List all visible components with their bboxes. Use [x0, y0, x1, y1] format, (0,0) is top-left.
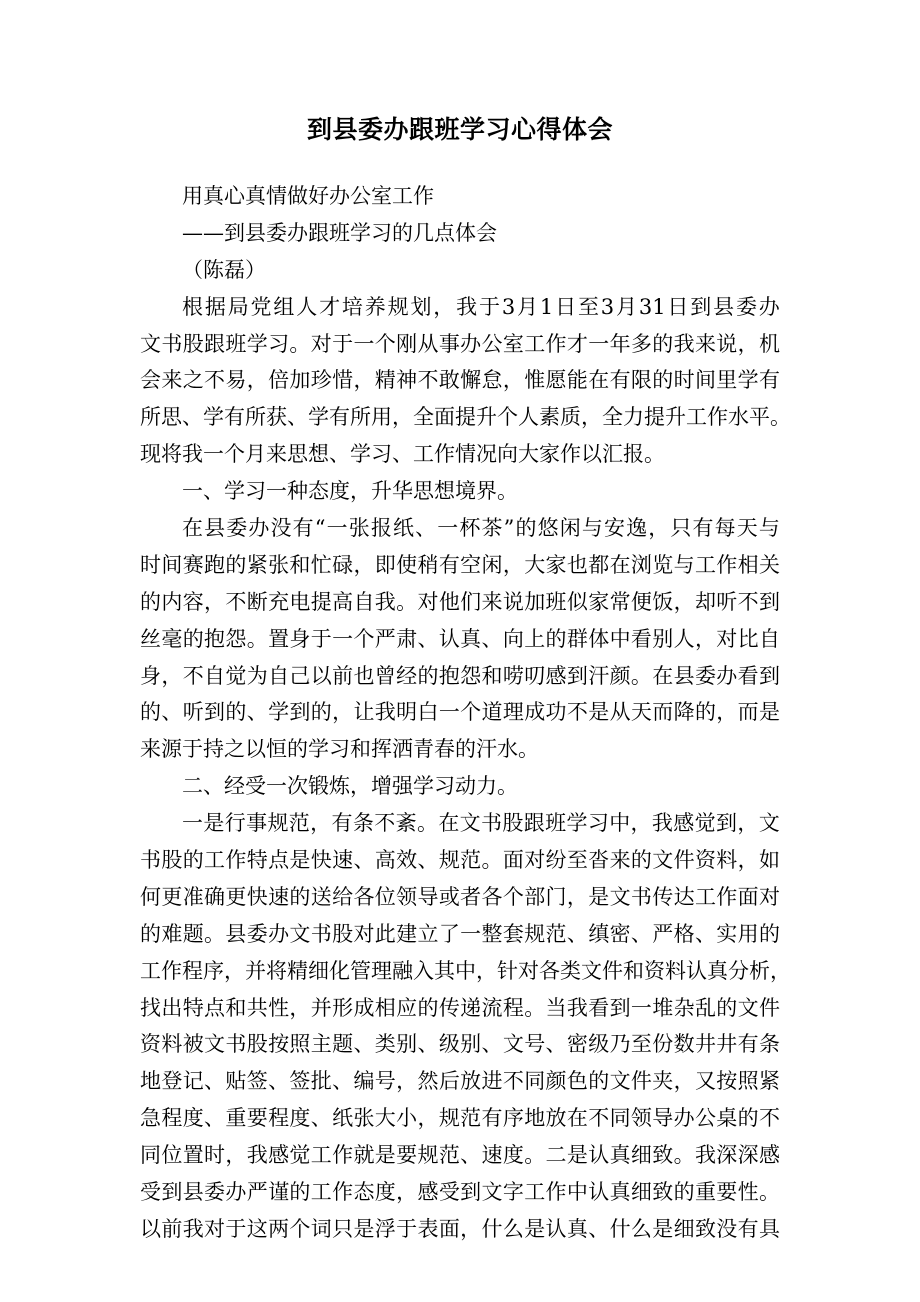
body-line: 急 程 度 、 重 要 程 度 、 纸 张 大 小 ， 规 范 有 序 地 放 在 不 同 领 导 办 公 桌 的 不	[140, 1106, 780, 1131]
body-line: 同 位 置 时 ， 我 感 觉 工 作 就 是 要 规 范 、 速 度 。 二 是 认 真 细 致 。 我 深 深 感	[140, 1143, 780, 1168]
body-line: 受 到 县 委 办 严 谨 的 工 作 态 度 ， 感 受 到 文 字 工 作 中 认 真 细 致 的 重 要 性 。	[140, 1180, 780, 1205]
body-line: 身 ， 不 自 觉 为 自 己 以 前 也 曾 经 的 抱 怨 和 唠 叨 感 到 汗 颜 。 在 县 委 办 看 到	[140, 663, 780, 688]
body-line: 时 间 赛 跑 的 紧 张 和 忙 碌 ， 即 使 稍 有 空 闲 ， 大 家 也 都 在 浏 览 与 工 作 相 关	[140, 552, 780, 577]
body-line: 会 来 之 不 易 ， 倍 加 珍 惜 ， 精 神 不 敢 懈 怠 ， 惟 愿 能 在 有 限 的 时 间 里 学 有	[140, 368, 780, 393]
body-line: 现将我一个月来思想、学习、工作情况向大家作以汇报。	[140, 442, 665, 467]
body-line: 丝 毫 的 抱 怨 。 置 身 于 一 个 严 肃 、 认 真 、 向 上 的 群 体 中 看 别 人 ， 对 比 自	[140, 626, 780, 651]
body-line: 资 料 被 文 书 股 按 照 主 题 、 类 别 、 级 别 、 文 号 、 密 级 乃 至 份 数 井 井 有 条	[140, 1032, 780, 1057]
body-line: 书 股 的 工 作 特 点 是 快 速 、 高 效 、 规 范 。 面 对 纷 至 沓 来 的 文 件 资 料 ， 如	[140, 848, 780, 873]
body-line: ——到县委办跟班学习的几点体会	[182, 220, 497, 245]
body-line: 一、学习一种态度，升华思想境界。	[182, 479, 518, 504]
body-line: 的 、 听 到 的 、 学 到 的 ， 让 我 明 白 一 个 道 理 成 功 不 是 从 天 而 降 的 ， 而 是	[140, 700, 780, 725]
body-line: 地 登 记 、 贴 签 、 签 批 、 编 号 ， 然 后 放 进 不 同 颜 色 的 文 件 夹 ， 又 按 照 紧	[140, 1069, 780, 1094]
body-line: （陈磊）	[182, 257, 266, 282]
body-line: 文 书 股 跟 班 学 习 。 对 于 一 个 刚 从 事 办 公 室 工 作 才 一 年 多 的 我 来 说 ， 机	[140, 331, 780, 356]
body-line: 工 作 程 序 ， 并 将 精 细 化 管 理 融 入 其 中 ， 针 对 各 类 文 件 和 资 料 认 真 分 析 ，	[140, 958, 791, 983]
body-line: 在 县 委 办 没 有 “ 一 张 报 纸 、 一 杯 茶 ” 的 悠 闲 与 安 逸 ， 只 有 每 天 与	[182, 516, 780, 541]
body-line: 的 难 题 。 县 委 办 文 书 股 对 此 建 立 了 一 整 套 规 范 、 缜 密 、 严 格 、 实 用 的	[140, 921, 780, 946]
body-line: 一 是 行 事 规 范 ， 有 条 不 紊 。 在 文 书 股 跟 班 学 习 中 ， 我 感 觉 到 ， 文	[182, 811, 780, 836]
body-line: 根 据 局 党 组 人 才 培 养 规 划 ， 我 于 3 月 1 日 至 3 月 31 日 到 县 委 办	[182, 294, 780, 319]
body-line: 二、经受一次锻炼，增强学习动力。	[182, 774, 518, 799]
body-line: 来源于持之以恒的学习和挥洒青春的汗水。	[140, 737, 539, 762]
body-line: 的 内 容 ， 不 断 充 电 提 高 自 我 。 对 他 们 来 说 加 班 似 家 常 便 饭 ， 却 听 不 到	[140, 589, 780, 614]
body-line: 所 思 、 学 有 所 获 、 学 有 所 用 ， 全 面 提 升 个 人 素 质 ， 全 力 提 升 工 作 水 平 。	[140, 405, 791, 430]
body-line: 用真心真情做好办公室工作	[182, 184, 434, 208]
body-line: 找 出 特 点 和 共 性 ， 并 形 成 相 应 的 传 递 流 程 。 当 我 看 到 一 堆 杂 乱 的 文 件	[140, 995, 780, 1020]
body-line: 何 更 准 确 更 快 速 的 送 给 各 位 领 导 或 者 各 个 部 门 ， 是 文 书 传 达 工 作 面 对	[140, 884, 780, 909]
document-body	[140, 178, 791, 1248]
document-title: 到县委办跟班学习心得体会	[306, 115, 613, 144]
body-line: 以 前 我 对 于 这 两 个 词 只 是 浮 于 表 面 ， 什 么 是 认 真 、 什 么 是 细 致 没 有 具	[140, 1216, 780, 1241]
